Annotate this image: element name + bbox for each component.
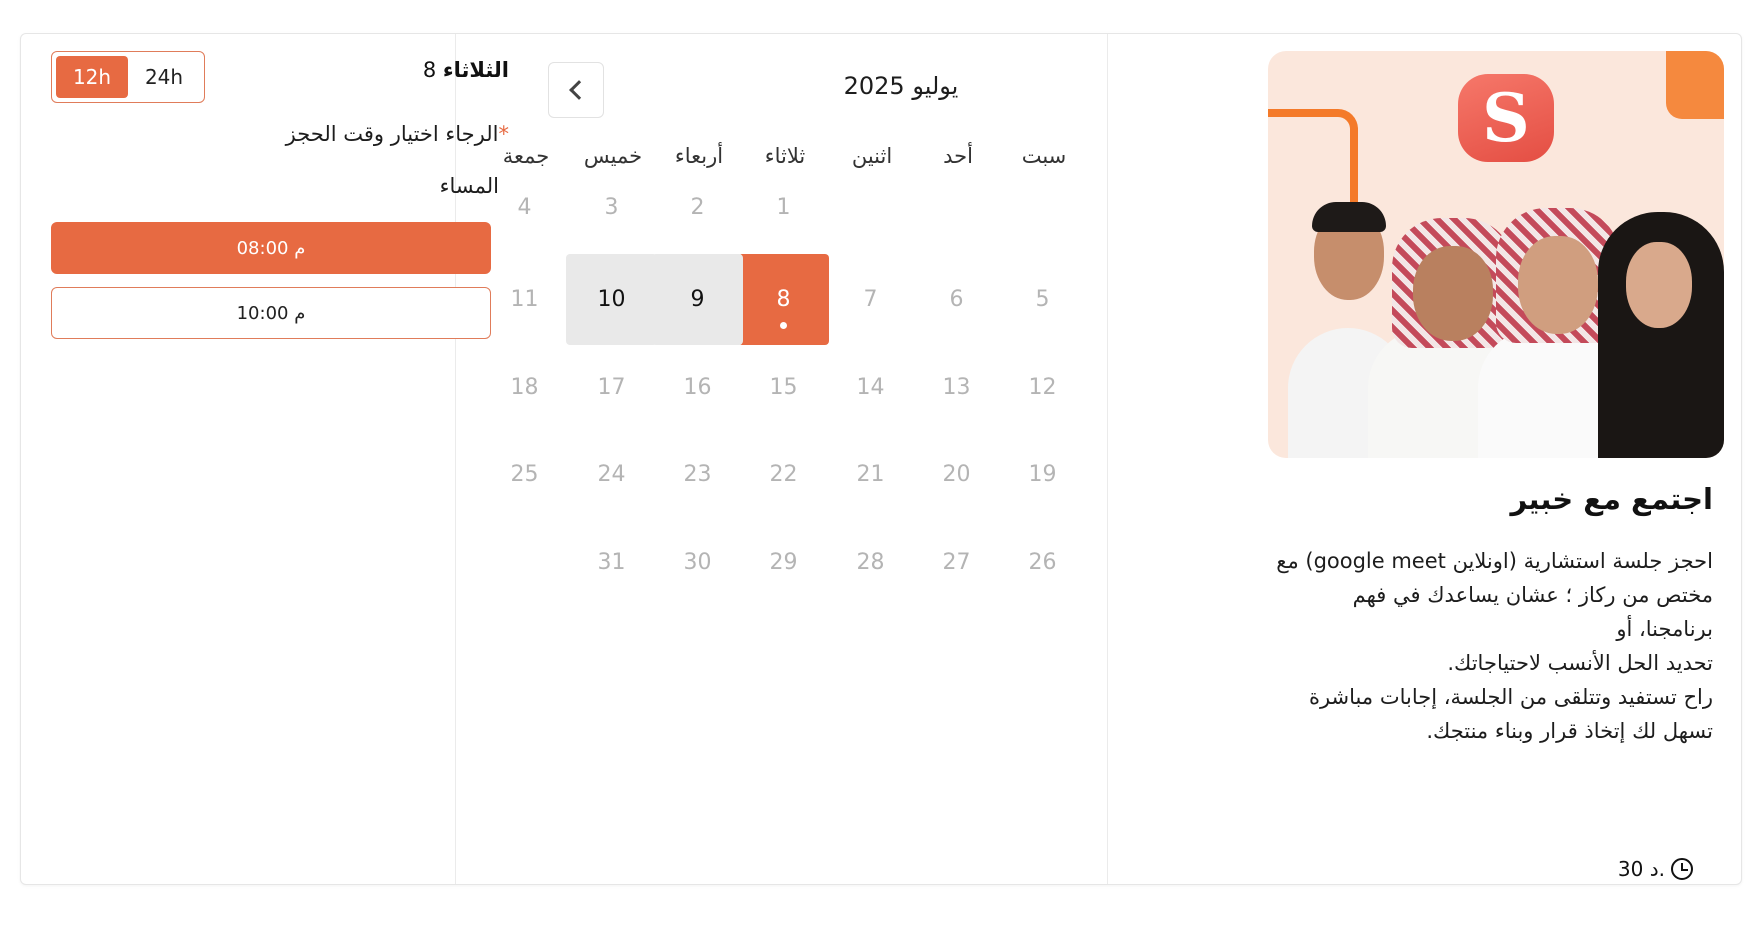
divider-right (1107, 34, 1108, 884)
selected-day-dot (780, 322, 787, 329)
calendar-day-number: 19 (1028, 462, 1057, 487)
calendar-day (652, 342, 743, 433)
calendar-day-number: 3 (604, 195, 619, 220)
calendar-day-number: 13 (942, 375, 971, 400)
calendar-day-number: 5 (1035, 287, 1050, 312)
calendar-day (911, 517, 1002, 608)
info-description: احجز جلسة استشارية (اونلاين google meet) مع مختص من ركاز ؛ عشان يساعدك في فهم برنامجنا، أو تحديد الحل الأنسب لاحتياجاتك. راح تستفيد وتتلقى من الجلسة، إجابات مباشرة تسهل لك إتخاذ قرار وبناء منتجك. (1276, 549, 1713, 743)
team-member-figure (1598, 212, 1724, 458)
weekday-label: جمعة (502, 144, 550, 168)
calendar-day-number: 26 (1028, 550, 1057, 575)
calendar-day-number: 9 (690, 287, 705, 312)
calendar-day (479, 254, 570, 345)
calendar-day-number: 15 (769, 375, 798, 400)
calendar-day (652, 517, 743, 608)
period-label: المساء (439, 174, 499, 198)
calendar-day (479, 429, 570, 520)
calendar-day-number: 11 (510, 287, 539, 312)
info-title: اجتمع مع خبير (1510, 482, 1713, 516)
required-star: * (498, 122, 509, 146)
calendar-day (738, 429, 829, 520)
required-time-label (149, 122, 509, 146)
calendar-day (911, 342, 1002, 433)
weekday-label: أحد (943, 144, 973, 168)
calendar-day (566, 342, 657, 433)
calendar-day-number: 24 (597, 462, 626, 487)
brand-logo: S (1458, 74, 1554, 162)
weekday-label: خميس (583, 144, 643, 168)
calendar-day-number: 21 (856, 462, 885, 487)
weekday-label: اثنين (851, 144, 893, 168)
divider-left (455, 34, 456, 884)
calendar-day (911, 429, 1002, 520)
calendar-day-number: 31 (597, 550, 626, 575)
time-format-toggle (51, 51, 205, 103)
calendar-day-number: 29 (769, 550, 798, 575)
weekday-label: ثلاثاء (764, 144, 806, 168)
calendar-day-number: 14 (856, 375, 885, 400)
calendar-day-number: 8 (776, 287, 791, 312)
selected-date-label (229, 58, 509, 82)
calendar-day-number: 28 (856, 550, 885, 575)
hero-image (1268, 51, 1724, 458)
calendar-day-number: 7 (863, 287, 878, 312)
calendar-day-number: 17 (597, 375, 626, 400)
calendar-day (738, 517, 829, 608)
calendar-day-number: 23 (683, 462, 712, 487)
calendar-day (566, 429, 657, 520)
calendar-day (652, 162, 743, 253)
duration-label (1618, 857, 1693, 881)
calendar-day (652, 429, 743, 520)
decorative-corner-shape (1666, 51, 1724, 119)
calendar-day-number: 4 (517, 195, 532, 220)
calendar-day-number: 6 (949, 287, 964, 312)
booking-card (20, 33, 1742, 885)
selected-day-name: الثلاثاء (442, 58, 509, 82)
calendar-day-number: 27 (942, 550, 971, 575)
time-slot-button[interactable]: 10:00 م (51, 287, 491, 339)
calendar-day (479, 342, 570, 433)
calendar-day (566, 162, 657, 253)
calendar-day (479, 162, 570, 253)
calendar-day-selected[interactable] (738, 254, 829, 345)
clock-icon (1671, 858, 1693, 880)
calendar-day (738, 342, 829, 433)
weekday-label: أربعاء (674, 144, 724, 168)
calendar-day (997, 254, 1088, 345)
calendar-day-number: 25 (510, 462, 539, 487)
calendar-day (997, 517, 1088, 608)
calendar-day (566, 517, 657, 608)
calendar-day-number: 18 (510, 375, 539, 400)
calendar-day (738, 162, 829, 253)
calendar-day (825, 517, 916, 608)
calendar-day-number: 2 (690, 195, 705, 220)
duration-text: 30 د. (1617, 857, 1665, 881)
format-12h-option[interactable]: 12h (56, 56, 128, 98)
calendar-day[interactable] (566, 254, 657, 345)
calendar-day-number: 10 (597, 287, 626, 312)
calendar-day[interactable] (652, 254, 743, 345)
selected-day-number: 8 (422, 58, 437, 82)
calendar-day (825, 254, 916, 345)
required-text: الرجاء اختيار وقت الحجز (285, 122, 499, 146)
format-24h-option[interactable]: 24h (144, 65, 184, 89)
calendar-day-number: 16 (683, 375, 712, 400)
month-title: يوليو 2025 (843, 72, 959, 100)
calendar-day (997, 429, 1088, 520)
calendar-day-number: 30 (683, 550, 712, 575)
calendar-day-number: 1 (776, 195, 791, 220)
time-slot-button[interactable]: 08:00 م (51, 222, 491, 274)
calendar-day (997, 342, 1088, 433)
calendar-day-number: 12 (1028, 375, 1057, 400)
next-month-button[interactable] (548, 62, 604, 118)
calendar-day (825, 429, 916, 520)
chevron-left-icon (569, 80, 589, 100)
weekday-label: سبت (1021, 144, 1067, 168)
calendar-day (911, 254, 1002, 345)
calendar-day-number: 22 (769, 462, 798, 487)
calendar-day (825, 342, 916, 433)
calendar-day-number: 20 (942, 462, 971, 487)
